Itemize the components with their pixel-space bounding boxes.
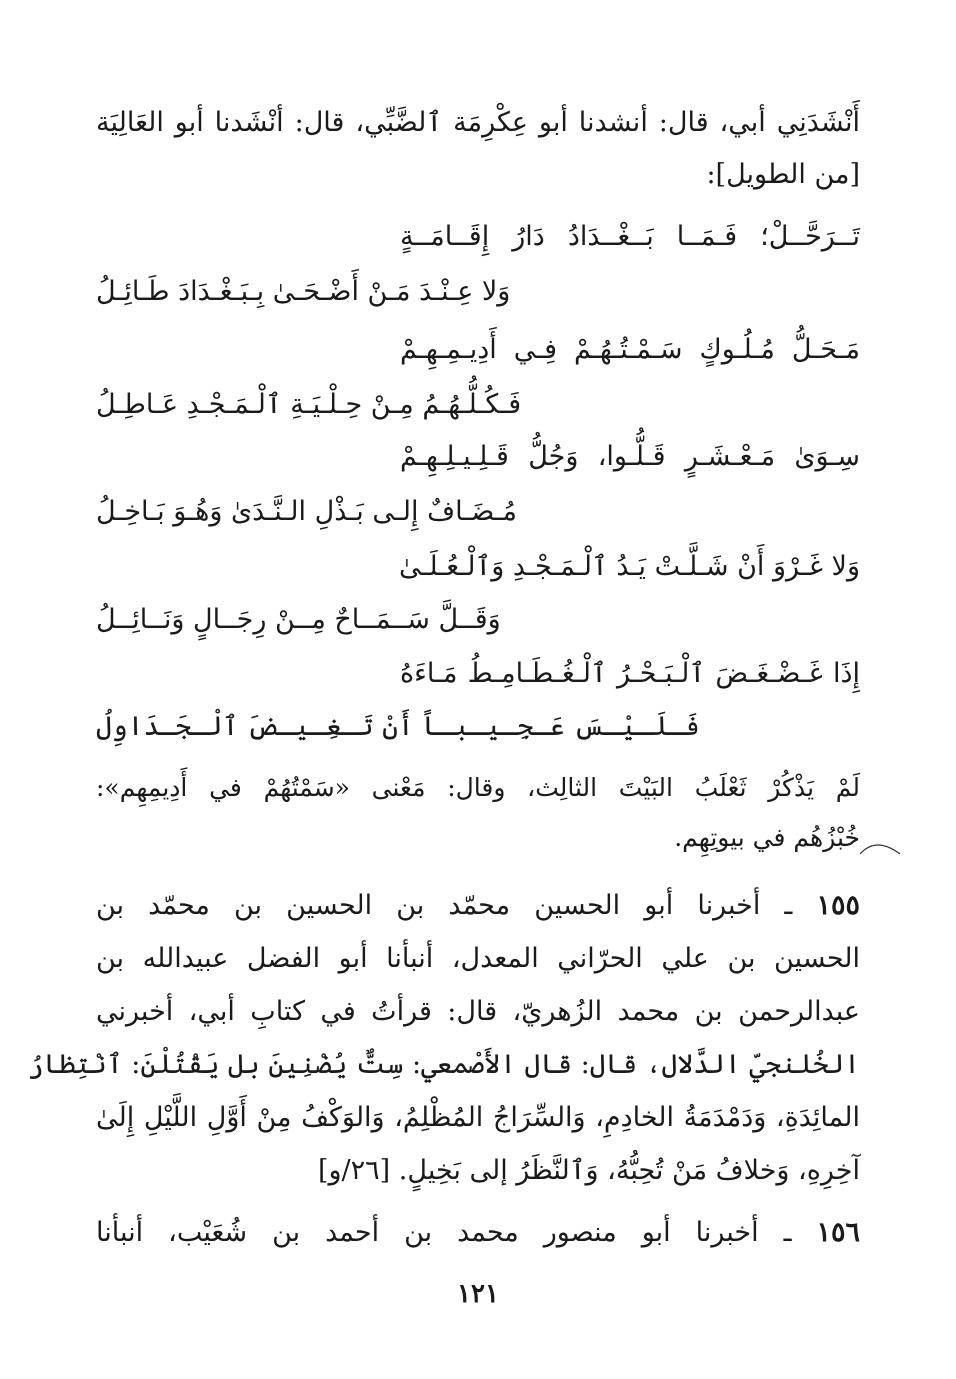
hadith-entry-line: عبدالرحمن بن محمد الزُهريّ، قال: قرأتُ في كتابِ أبي، أخبرني [96,996,860,1027]
commentary-line: خُبْزُهُم في بيوتِهِم. [674,823,860,852]
prose-line: [من الطويل]: [706,159,860,190]
verse-hemistich-first: إِذَا غَـضْـغَـضَ ٱلْـبَـحْـرُ ٱلْـغُـطَـامِـطُ مَـاءَهُ [400,658,860,689]
entry-number: ١٥٥ [816,890,860,921]
verse-hemistich-first: سِـوَىٰ مَـعْـشَـرٍ قَـلُّـوا، وَجُلُّ قَـلِـيـلِـهِـمْ [400,441,860,472]
verse-text: فَـكُـلُّـهُـمُ مِـنْ حِـلْـيَـةِ ٱلْـمَـجْـدِ عَـاطِـلُ [96,389,522,420]
verse-text: مُـضَـافٌ إِلـى بَـذْلِ الـنَّـدَىٰ وَهُـوَ بَـاخِـلُ [96,496,518,527]
verse-hemistich-first: تَــرَحَّــلْ؛ فَـمَــا بَــغْــدَادُ دَارُ إِقَــامَــةٍ [400,221,860,252]
entry-text: ـ أخبرنا أبو الحسين محمّد بن الحسين بن محمّد بن [96,890,793,921]
entry-number: ١٥٦ [816,1217,860,1248]
verse-text: فَـلَـيْـسَ عَـجِـيـبـاً أَنْ تَـغِـيـضَ ٱلْـجَـدَاوِلُ [96,711,700,742]
verse-hemistich-second [96,495,860,529]
verse-hemistich-first: مَـحَـلُّ مُـلُـوكٍ سَـمْـتُـهُـمْ فِـي أَدِيـمِـهِـمْ [400,334,860,365]
hadith-entry-line: المائِدَةِ، وَدَمْدَمَةُ الخادِمِ، وَالسِّرَاجُ المُظْلِمُ، وَالوَكْفُ مِنْ أَوَّلِ اللَّيْلِ إِلَىٰ [96,1102,860,1133]
hadith-entry-line: آخِرِهِ، وَخلافُ مَنْ تُحِبُّهُ، وَٱلنَّظَرُ إلى بَخِيلٍ. [٢٦/و] [317,1155,860,1186]
commentary-line: لَمْ يَذْكُرْ ثَعْلَبُ البَيْتَ الثالِث، وقال: مَعْنى «سَمْتُهُمْ في أَدِيمِهِم»: [96,773,860,802]
margin-arc-mark [858,834,902,856]
verse-hemistich-second [96,388,860,422]
hadith-entry-line [96,1216,860,1250]
hadith-entry-line [96,889,860,923]
verse-hemistich-second [96,275,860,309]
entry-text: ـ أخبرنا أبو منصور محمد بن أحمد بن شُعَيْب، أنبأنا [96,1217,792,1248]
hadith-entry-line: الحسين بن علي الحرّاني المعدل، أنبأنا أبو الفضل عبيدالله بن [96,943,860,974]
page-number: ١٢١ [457,1279,499,1309]
verse-text: وَقَــلَّ سَــمَــاحٌ مِــنْ رِجَــالٍ وَنَــائِــلُ [96,604,501,635]
hadith-entry-line: الخُلنجيّ الدَّلال، قال: قال الأَصْمعي: سِتٌّ يُضْنِينَ بل يَقْتُلْنَ: ٱنْتِظارُ [27,1049,860,1080]
verse-hemistich-first: وَلا غَـرْوَ أَنْ شَـلَّـتْ يَـدُ ٱلْـمَـجْـدِ وَٱلْـعُـلَـىٰ [399,551,860,582]
verse-hemistich-second [96,603,860,637]
prose-line: أَنْشَدَنِي أبي، قال: أنشدنا أبو عِكْرِمَة ٱلضَّبِّي، قال: أنْشَدنا أبو العَالِيَة [96,107,860,138]
verse-text: وَلا عِـنْـدَ مَـنْ أَضْـحَـىٰ بِـبَـغْـدَادَ طَـائِـلُ [96,276,511,307]
verse-hemistich-second [96,710,860,744]
